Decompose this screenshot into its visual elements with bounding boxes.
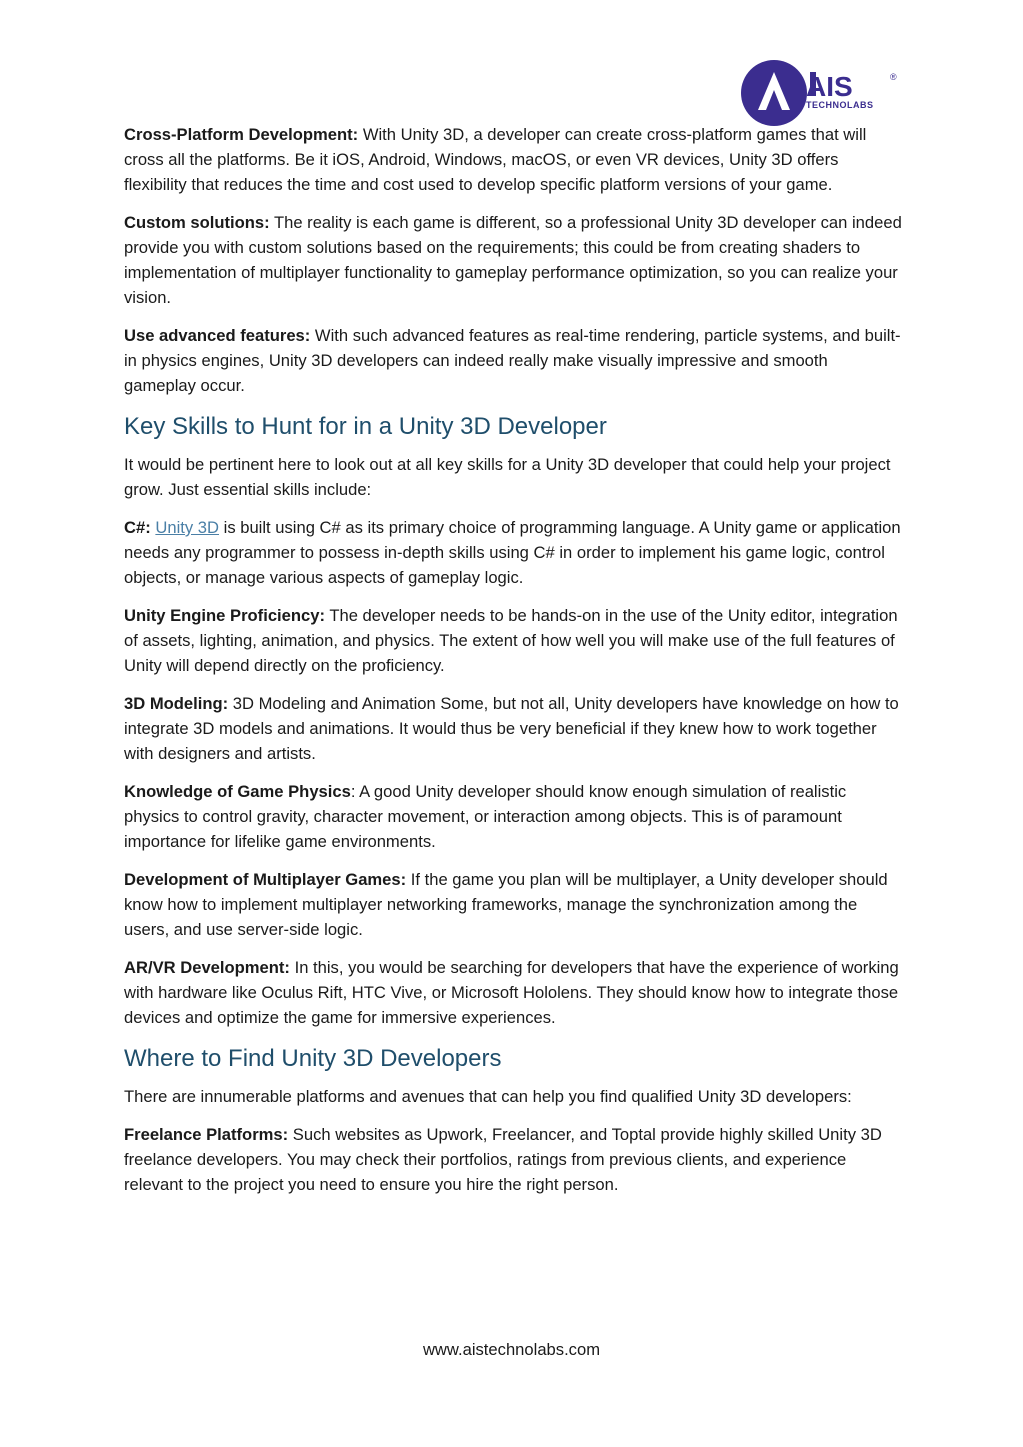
paragraph-platforms-intro <box>124 1084 902 1109</box>
text: In this, you would be searching for developers that have the experience of working with hardware like Oculus Rift, HTC Vive, or Microsoft Hololens. They should know how to integrate those devices and optimize the game for immersive experiences. <box>124 958 899 1027</box>
text: With such advanced features as real-time rendering, particle systems, and built-in physics engines, Unity 3D developers can indeed really make visually impressive and smooth gameplay occur. <box>124 326 901 395</box>
text: The developer needs to be hands-on in the use of the Unity editor, integration of assets, lighting, animation, and physics. The extent of how well you will make use of the full features of Unity will depend directly on the proficiency. <box>124 606 898 675</box>
company-logo <box>740 58 905 128</box>
term: Custom solutions: <box>124 213 270 232</box>
term: Use advanced features: <box>124 326 311 345</box>
text: If the game you plan will be multiplayer, a Unity developer should know how to implement multiplayer networking frameworks, manage the synchronization among the users, and use server-side logic. <box>124 870 888 939</box>
text: : A good Unity developer should know enough simulation of realistic physics to control gravity, character movement, or interaction among objects. This is of paramount importance for lifelike game environments. <box>124 782 847 851</box>
paragraph-game-physics <box>124 779 902 854</box>
paragraph-custom-solutions <box>124 210 902 310</box>
heading-where-to-find: Where to Find Unity 3D Developers <box>124 1045 502 1072</box>
term: C#: <box>124 518 151 537</box>
term: Unity Engine Proficiency: <box>124 606 326 625</box>
term: Development of Multiplayer Games: <box>124 870 407 889</box>
term: 3D Modeling: <box>124 694 229 713</box>
unity-3d-link[interactable]: Unity 3D <box>155 518 220 537</box>
logo-brand: AIS <box>806 71 853 102</box>
text: Such websites as Upwork, Freelancer, and Toptal provide highly skilled Unity 3D freelance developers. You may check their portfolios, ratings from previous clients, and experience relevant to the project you need to ensure you hire the right person. <box>124 1125 882 1194</box>
term: Cross-Platform Development: <box>124 125 359 144</box>
term: Knowledge of Game Physics <box>124 782 351 801</box>
paragraph-ar-vr <box>124 955 902 1030</box>
logo-subtitle: TECHNOLABS <box>806 100 874 110</box>
logo-registered: ® <box>890 72 897 82</box>
text: 3D Modeling and Animation Some, but not all, Unity developers have knowledge on how to integrate 3D models and animations. It would thus be very beneficial if they knew how to work together with designers and artists. <box>124 694 899 763</box>
paragraph-unity-engine <box>124 603 902 678</box>
term: Freelance Platforms: <box>124 1125 289 1144</box>
paragraph-cross-platform <box>124 122 902 197</box>
paragraph-skills-intro <box>124 452 902 502</box>
heading-key-skills: Key Skills to Hunt for in a Unity 3D Developer <box>124 413 607 440</box>
text: With Unity 3D, a developer can create cross-platform games that will cross all the platforms. Be it iOS, Android, Windows, macOS, or even VR devices, Unity 3D offers flexibility that reduces the time and cost used to develop specific platform versions of your game. <box>124 125 867 194</box>
term: AR/VR Development: <box>124 958 290 977</box>
text: The reality is each game is different, so a professional Unity 3D developer can indeed provide you with custom solutions based on the requirements; this could be from creating shaders to implementation of multiplayer functionality to gameplay performance optimization, so you can realize your vision. <box>124 213 902 307</box>
paragraph-freelance <box>124 1122 902 1197</box>
paragraph-3d-modeling <box>124 691 902 766</box>
document-body <box>124 122 902 1210</box>
footer-url: www.aistechnolabs.com <box>422 1340 601 1359</box>
paragraph-multiplayer <box>124 867 902 942</box>
text: It would be pertinent here to look out at all key skills for a Unity 3D developer that could help your project grow. Just essential skills include: <box>124 455 891 499</box>
text: There are innumerable platforms and avenues that can help you find qualified Unity 3D developers: <box>124 1087 852 1106</box>
paragraph-advanced-features <box>124 323 902 398</box>
text: is built using C# as its primary choice of programming language. A Unity game or application needs any programmer to possess in-depth skills using C# in order to implement his game logic, control objects, or manage various aspects of gameplay logic. <box>124 518 901 587</box>
paragraph-csharp <box>124 515 902 590</box>
